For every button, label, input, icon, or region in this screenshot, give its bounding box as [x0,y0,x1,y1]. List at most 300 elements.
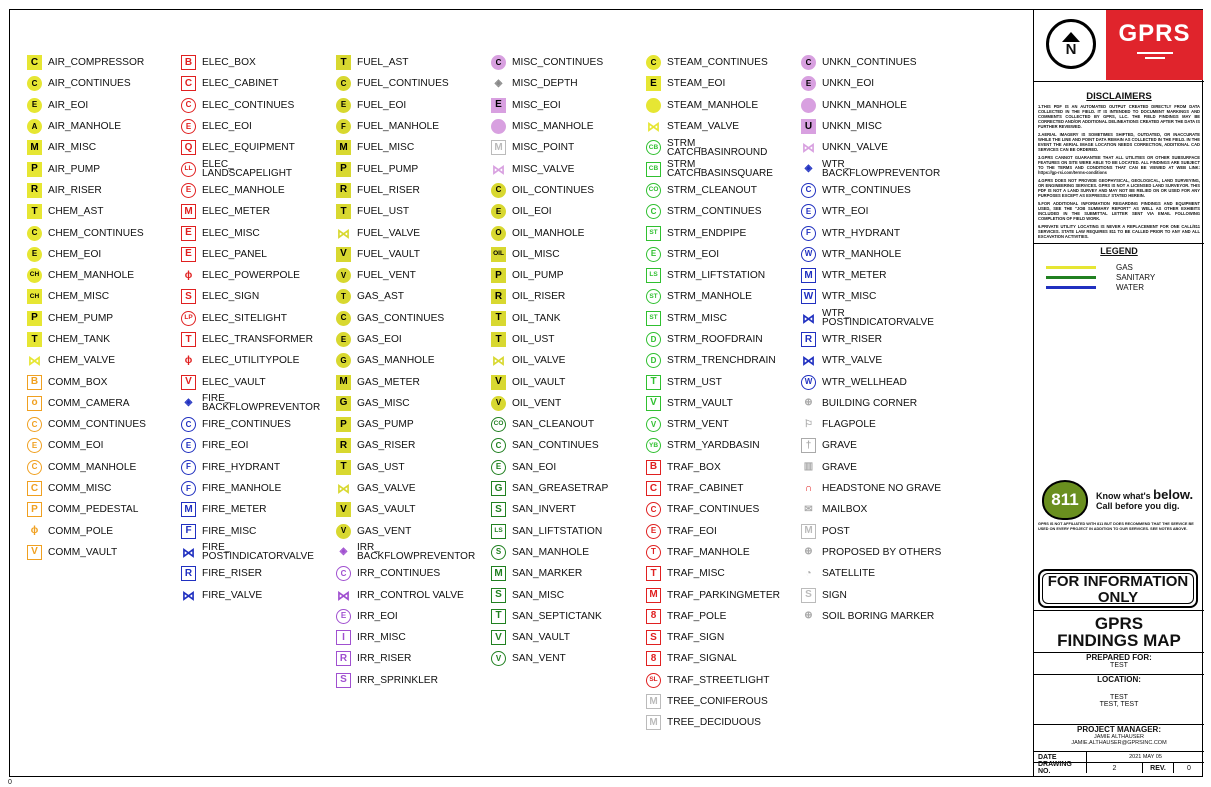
symbol-glyph: V [495,631,502,643]
call-811-icon: 811 [1042,480,1088,520]
wtr-postindicatorvalve-icon [801,311,816,326]
symbol-glyph: C [185,100,192,110]
legend-item-label: FUEL_MANHOLE [357,121,440,133]
legend-item [336,329,475,350]
strm-ust-icon [646,375,661,390]
legend-item [336,563,475,584]
rev-value: 0 [1187,764,1191,772]
legend-item [336,350,475,371]
strm-cleanout-icon [646,183,661,198]
legend-item [181,244,320,265]
legend-item-label: GRAVE [822,440,857,452]
symbol-glyph: R [804,333,813,345]
prepared-for-label: PREPARED FOR: [1086,653,1152,662]
legend-item [27,521,146,542]
symbol-glyph: C [650,504,657,514]
legend-item [181,180,320,201]
legend-item-label: PROPOSED BY OTHERS [822,546,942,558]
call-811-note: GPRS IS NOT AFFILIATED WITH 811 BUT DOES RECOMMEND THAT THE SERVICE BE USED ON EVERY PROJECT IN ADDITION TO OUR SERVICES. SEE NOTES ABOVE. [1038,522,1194,531]
legend-item [27,371,146,392]
symbol-glyph: E [185,248,192,260]
symbol-glyph: T [495,312,502,324]
legend-item [801,116,941,137]
legend-item-label: GAS_MISC [357,397,410,409]
tree-coniferous-icon [646,694,661,709]
symbol-glyph: T [340,56,347,68]
legend-item-label: STRM_MANHOLE [667,291,752,303]
symbol-glyph: P [340,418,347,430]
gprs-logo-text: GPRS [1118,20,1191,47]
fuel-riser-icon [336,183,351,198]
symbol-glyph: ⋈ [182,544,195,560]
legend-item [646,286,780,307]
symbol-glyph: ⋈ [802,353,815,369]
legend-item-label: SAN_VAULT [512,632,570,644]
symbol-glyph: W [804,377,813,387]
air-continues-icon [27,76,42,91]
symbol-glyph: M [649,716,658,728]
symbol-glyph: S [340,674,347,686]
legend-item [491,435,608,456]
comm-eoi-icon [27,438,42,453]
irr-misc-icon [336,630,351,645]
symbol-glyph: V [650,397,657,409]
legend-item [181,308,320,329]
gas-meter-icon [336,375,351,390]
symbol-glyph: M [184,205,193,217]
symbol-glyph: E [31,249,38,259]
legend-item [181,457,320,478]
symbol-glyph: S [185,290,192,302]
legend-item [801,265,941,286]
chem-eoi-icon [27,247,42,262]
symbol-glyph: C [340,78,347,88]
legend-item-label: FIRE_HYDRANT [202,461,281,473]
wtr-riser-icon [801,332,816,347]
legend-item-label: MISC_MANHOLE [512,121,594,133]
legend-item-label: WTR_HYDRANT [822,227,901,239]
legend-item-label: STRM_EOI [667,248,720,260]
legend-item-label: GAS_VALVE [357,483,416,495]
traf-continues-icon [646,502,661,517]
chem-pump-icon [27,311,42,326]
disclaimer-paragraph: 5.FOR ADDITIONAL INFORMATION REGARDING FINDINGS AND EQUIPMENT USED, SEE THE "JOB SUMMARY REPORT" AS WELL AS OTHER EXHIBITS INCLUDED IN THE SUBMITTAL LETTER SENT VIA EMAIL FOLLOWING COMPLETION OF FIELD WORK. [1038,200,1200,221]
symbol-glyph: C [340,568,347,578]
wtr-wellhead-icon [801,375,816,390]
symbol-glyph: E [805,206,812,216]
legend-item [646,95,780,116]
san-continues-icon [491,438,506,453]
legend-item [646,627,780,648]
legend-item-label: ELEC_UTILITYPOLE [202,355,300,367]
legend-item-label: GAS_EOI [357,334,402,345]
legend-item [491,116,608,137]
symbol-glyph: T [31,205,38,217]
legend-item-label: AIR_MANHOLE [48,121,122,133]
legend-item [491,393,608,414]
legend-item-label: MISC_EOI [512,99,561,111]
project-manager-label: PROJECT MANAGER: [1076,725,1161,734]
legend-item-label: FIRE_EOI [202,440,249,452]
gas-ust-icon [336,460,351,475]
legend-item-label: SAN_LIFTSTATION [512,525,603,537]
legend-item-label: COMM_CAMERA [48,397,130,409]
steam-valve-icon [646,119,661,134]
symbol-glyph: ϕ [184,269,193,281]
legend-item-label: AIR_PUMP [48,163,101,175]
legend-item [181,329,320,350]
legend-item [336,393,475,414]
symbol-glyph: M [30,141,39,153]
legend-item [646,414,780,435]
san-manhole-icon [491,545,506,560]
traf-parkingmeter-icon [646,588,661,603]
fire-backflowpreventor-icon [181,396,196,411]
legend-item [27,478,146,499]
logo-underline-short [1145,57,1165,59]
symbol-glyph: Q [184,141,193,153]
unkn-continues-icon [801,55,816,70]
legend-item-label: WTR_WELLHEAD [822,376,907,388]
legend-item [336,478,475,499]
legend-item-label: GAS_VENT [357,525,412,537]
location-value-2: TEST, TEST [1099,701,1139,708]
fuel-vent-icon [336,268,351,283]
legend-item [801,137,941,158]
oil-continues-icon [491,183,506,198]
legend-item-label: WTR_METER [822,270,887,282]
legend-item-label: COMM_BOX [48,376,108,388]
symbol-glyph: T [651,547,656,557]
legend-item-label: IRR_EOI [357,610,398,622]
symbol-glyph: R [339,439,348,451]
legend-item [801,222,941,243]
chem-manhole-icon [27,268,42,283]
strm-endpipe-icon [646,226,661,241]
comm-misc-icon [27,481,42,496]
drawing-row [1034,762,1204,773]
legend-line-swatch [1046,276,1096,279]
legend-title: LEGEND [1100,246,1138,257]
legend-item-label: TREE_DECIDUOUS [667,717,761,729]
elec-panel-icon [181,247,196,262]
fire-misc-icon [181,524,196,539]
legend-item [801,329,941,350]
strm-yardbasin-icon [646,438,661,453]
san-invert-icon [491,502,506,517]
legend-item-label: MAILBOX [822,504,868,516]
symbol-glyph: D [650,355,657,365]
symbol-glyph: C [184,77,193,89]
gas-ast-icon [336,289,351,304]
legend-item-label: SAN_GREASETRAP [512,483,609,495]
legend-item [336,648,475,669]
elec-powerpole-icon [181,268,196,283]
symbol-glyph: M [184,503,193,515]
strm-eoi-icon [646,247,661,262]
legend-item [181,542,320,563]
legend-item-label: SAN_MARKER [512,568,583,580]
symbol-glyph: T [650,376,657,388]
fuel-misc-icon [336,140,351,155]
fire-continues-icon [181,417,196,432]
legend-item [336,435,475,456]
legend-item [181,137,320,158]
legend-item [181,499,320,520]
legend-item-label: CHEM_TANK [48,334,111,345]
symbol-glyph: G [494,482,503,494]
legend-column-1 [27,52,146,563]
line-legend [1034,243,1204,531]
symbol-glyph: V [495,398,502,408]
symbol-glyph: E [650,249,657,259]
legend-item-label: FIRE_MISC [202,525,257,537]
legend-item [336,52,475,73]
symbol-glyph: V [340,248,347,260]
legend-item-label: FIRE_ POSTINDICATORVALVE [202,542,314,563]
traf-cabinet-icon [646,481,661,496]
legend-item [27,52,146,73]
legend-item [181,201,320,222]
symbol-glyph: C [805,57,812,67]
for-information-only-stamp [1038,569,1198,608]
gas-vent-icon [336,524,351,539]
building-corner-icon [801,396,816,411]
legend-item [646,457,780,478]
symbol-glyph: W [803,290,814,302]
legend-item [27,499,146,520]
symbol-glyph: ST [649,313,658,321]
legend-item-label: STRM_TRENCHDRAIN [667,355,776,367]
legend-item-label: ELEC_POWERPOLE [202,270,300,282]
elec-meter-icon [181,204,196,219]
elec-sitelight-icon [181,311,196,326]
legend-item [646,222,780,243]
legend-item-label: WTR_RISER [822,334,882,345]
title-block [1033,9,1204,777]
legend-item-label: CHEM_PUMP [48,312,114,324]
legend-item-label: FUEL_VALVE [357,227,421,239]
legend-item-label: WTR_MISC [822,291,877,303]
legend-item [181,393,320,414]
legend-item [801,414,941,435]
map-title-1: GPRS [1094,614,1144,633]
disclaimers-title: DISCLAIMERS [1086,91,1152,102]
legend-item-label: STRM_ROOFDRAIN [667,334,763,345]
strm-vent-icon [646,417,661,432]
legend-item [801,244,941,265]
legend-item [801,52,941,73]
elec-transformer-icon [181,332,196,347]
title-block-info [1034,610,1204,773]
symbol-glyph: C [340,313,347,323]
unkn-valve-icon [801,140,816,155]
legend-item-label: ELEC_PANEL [202,248,267,260]
steam-manhole-icon [646,98,661,113]
legend-item [491,222,608,243]
legend-item [181,478,320,499]
legend-item-label: TRAF_BOX [667,461,721,473]
legend-item-label: FLAGPOLE [822,419,876,431]
symbol-glyph: ⋈ [337,587,350,603]
symbol-glyph: CH [29,292,40,300]
drawing-no-label: DRAWING NO. [1034,763,1087,773]
fire-valve-icon [181,588,196,603]
symbol-glyph: E [185,227,192,239]
symbol-glyph: T [341,291,346,301]
legend-column-3 [336,52,475,691]
gas-eoi-icon [336,332,351,347]
legend-item [336,542,475,563]
symbol-glyph: V [31,546,38,558]
legend-item [336,95,475,116]
legend-item [27,137,146,158]
legend-item [491,95,608,116]
legend-item-label: AIR_EOI [48,99,89,111]
legend-item-label: FIRE_METER [202,504,267,516]
legend-item [646,393,780,414]
legend-item [181,222,320,243]
legend-item-label: CHEM_AST [48,206,104,218]
legend-item [646,201,780,222]
legend-item [801,371,941,392]
wtr-valve-icon [801,353,816,368]
legend-item-label: COMM_VAULT [48,546,118,558]
legend-item [336,265,475,286]
wtr-misc-icon [801,289,816,304]
legend-item [336,521,475,542]
legend-item [491,265,608,286]
unkn-eoi-icon [801,76,816,91]
legend-item [646,499,780,520]
legend-item [336,414,475,435]
legend-item-label: GAS_METER [357,376,420,388]
legend-item [801,499,941,520]
legend-item-label: SAN_VENT [512,653,566,665]
symbol-glyph: ▥ [803,461,814,473]
title-block-header [1034,9,1204,82]
strm-catchbasinsquare-icon [646,162,661,177]
legend-item [27,116,146,137]
legend-item-label: WTR_ POSTINDICATORVALVE [822,308,934,329]
legend-item-label: ELEC_MISC [202,227,260,239]
traf-sign-icon [646,630,661,645]
legend-item [646,329,780,350]
legend-item-label: FIRE_MANHOLE [202,483,282,495]
symbol-glyph: E [185,440,192,450]
oil-vent-icon [491,396,506,411]
legend-item-label: SAN_CLEANOUT [512,419,595,431]
legend-item-label: SAN_INVERT [512,504,576,516]
legend-line-swatch [1046,286,1096,289]
chem-valve-icon [27,353,42,368]
elec-equipment-icon [181,140,196,155]
legend-item [646,244,780,265]
fire-riser-icon [181,566,196,581]
comm-pole-icon [27,524,42,539]
legend-line-row [1046,262,1204,272]
legend-item [27,286,146,307]
legend-item-label: UNKN_EOI [822,78,875,90]
air-misc-icon [27,140,42,155]
symbol-glyph: C [649,482,658,494]
legend-item-label: STRM_UST [667,376,722,388]
legend-item-label: TRAF_CONTINUES [667,504,760,516]
symbol-glyph: ◈ [339,546,348,558]
legend-item [646,158,780,179]
irr-control-valve-icon [336,588,351,603]
legend-item [646,52,780,73]
legend-item [801,180,941,201]
corner-mark: 0 [8,779,12,786]
legend-item [181,265,320,286]
legend-item [801,393,941,414]
strm-roofdrain-icon [646,332,661,347]
air-riser-icon [27,183,42,198]
oil-riser-icon [491,289,506,304]
legend-item-label: SOIL BORING MARKER [822,610,935,622]
oil-pump-icon [491,268,506,283]
symbol-glyph: 8 [650,610,657,622]
air-compressor-icon [27,55,42,70]
symbol-glyph: O [495,228,502,238]
legend-item-label: CHEM_CONTINUES [48,227,144,239]
legend-column-5 [646,52,780,734]
legend-item [181,414,320,435]
symbol-glyph: T [340,461,347,473]
legend-item [491,457,608,478]
symbol-glyph: E [185,121,192,131]
know-line2: Call before you dig. [1096,500,1180,511]
legend-item [336,286,475,307]
fuel-ast-icon [336,55,351,70]
legend-rows [1034,262,1204,292]
call-811-block [1042,480,1193,520]
legend-item-label: STRM_CONTINUES [667,206,762,218]
legend-item-label: ELEC_CABINET [202,78,279,90]
post-icon [801,524,816,539]
legend-item [491,648,608,669]
legend-item [646,691,780,712]
symbol-glyph: B [184,56,193,68]
symbol-glyph: S [805,589,812,601]
legend-item [181,350,320,371]
legend-item-label: MISC_CONTINUES [512,57,604,69]
legend-item-label: OIL_VENT [512,397,562,409]
fuel-eoi-icon [336,98,351,113]
legend-item [646,265,780,286]
legend-item-label: FUEL_AST [357,57,409,69]
legend-item [336,584,475,605]
symbol-glyph: G [339,397,348,409]
legend-item-label: GRAVE [822,461,857,473]
oil-tank-icon [491,311,506,326]
legend-item-label: COMM_EOI [48,440,104,452]
chem-misc-icon [27,289,42,304]
comm-pedestal-icon [27,502,42,517]
symbol-glyph: V [340,503,347,515]
symbol-glyph: M [649,695,658,707]
symbol-glyph: T [340,205,347,217]
legend-item-label: HEADSTONE NO GRAVE [822,483,942,495]
symbol-glyph: F [186,462,191,472]
legend-item-label: IRR_MISC [357,632,406,644]
grave-icon [801,460,816,475]
legend-item [801,606,941,627]
symbol-glyph: P [495,269,502,281]
symbol-glyph: ⋈ [182,587,195,603]
legend-item-label: MISC_DEPTH [512,78,578,90]
